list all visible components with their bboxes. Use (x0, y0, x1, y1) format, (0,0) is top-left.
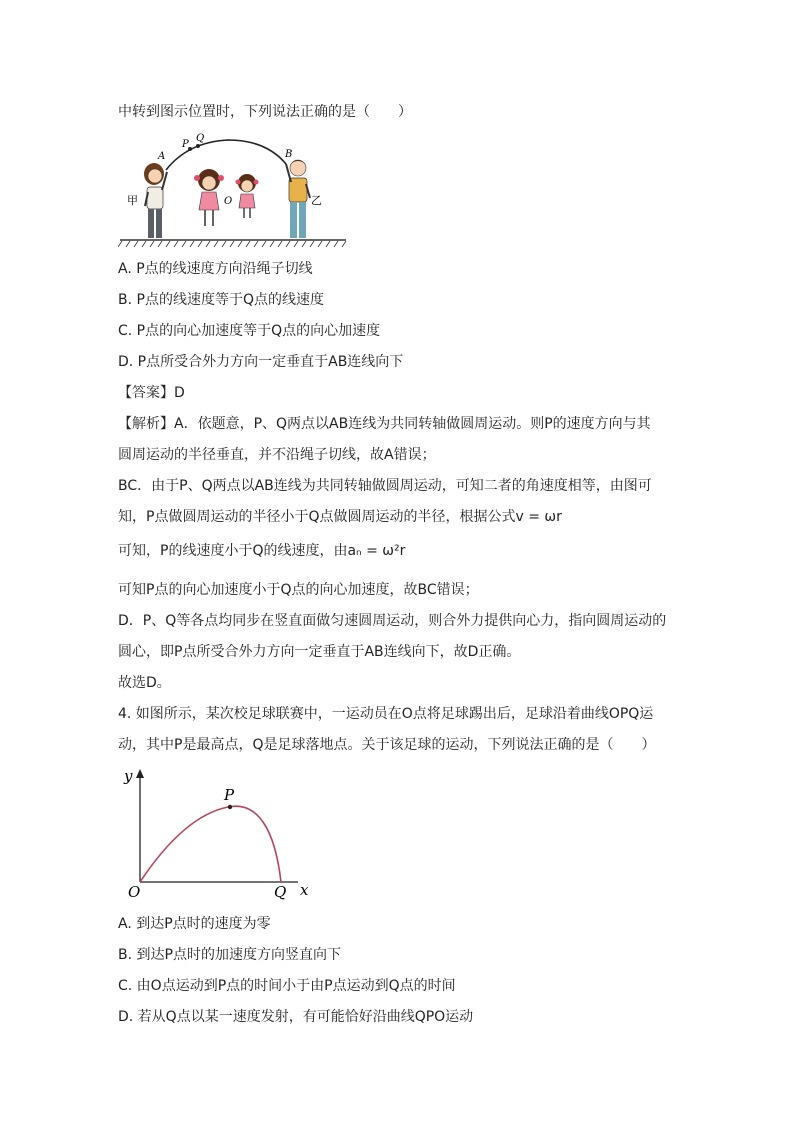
person-jia-illustration (144, 163, 167, 238)
analysis-line-4: 知，P点做圆周运动的半径小于Q点做圆周运动的半径，根据公式v = ωr (118, 509, 562, 525)
analysis-line-2: 圆周运动的半径垂直，并不沿绳子切线，故A错误； (118, 447, 436, 463)
jump-rope-figure (118, 130, 350, 248)
analysis-line-8: 圆心，即P点所受合外力方向一定垂直于AB连线向下，故D正确。 (118, 644, 521, 660)
option-q3-c: C. P点的向心加速度等于Q点的向心加速度 (118, 323, 381, 339)
option-q3-b: B. P点的线速度等于Q点的线速度 (118, 292, 324, 308)
trajectory-curve (140, 806, 281, 882)
label-o: O (224, 196, 233, 207)
analysis-line-5: 可知，P的线速度小于Q的线速度，由aₙ = ω²r (118, 543, 406, 559)
option-q4-b: B. 到达P点时的加速度方向竖直向下 (118, 947, 341, 963)
girl-two-illustration (236, 174, 259, 218)
answer-line: 【答案】D (118, 385, 185, 401)
label-p: P (224, 786, 235, 804)
point-p (228, 805, 232, 809)
label-q: Q (196, 133, 205, 144)
label-b: B (285, 149, 293, 160)
option-q3-a: A. P点的线速度方向沿绳子切线 (118, 261, 313, 277)
axis-label-x: x (300, 881, 309, 899)
analysis-line-6: 可知P点的向心加速度小于Q点的向心加速度，故BC错误； (118, 582, 479, 598)
question-4-stem-line-2: 动，其中P是最高点，Q是足球落地点。关于该足球的运动，下列说法正确的是（ ） (118, 737, 656, 753)
question-4-stem-line-1: 4. 如图所示，某次校足球联赛中，一运动员在O点将足球踢出后，足球沿着曲线OPQ运 (118, 706, 654, 722)
analysis-line-7: D．P、Q等各点均同步在竖直面做匀速圆周运动，则合外力提供向心力，指向圆周运动的 (118, 613, 667, 629)
y-axis-arrow-icon (136, 769, 144, 778)
label-a: A (158, 151, 166, 162)
person-yi-illustration (286, 160, 310, 238)
label-q: Q (274, 883, 287, 900)
option-q4-c: C. 由O点运动到P点的时间小于由P点运动到Q点的时间 (118, 978, 456, 994)
girl-one-illustration (194, 169, 224, 226)
label-yi: 乙 (311, 194, 322, 207)
option-q3-d: D. P点所受合外力方向一定垂直于AB连线向下 (118, 354, 404, 370)
point-q (196, 144, 200, 148)
label-p: P (182, 139, 189, 150)
analysis-line-1: 【解析】A．依题意，P、Q两点以AB连线为共同转轴做圆周运动。则P的速度方向与其 (118, 416, 651, 432)
label-jia: 甲 (127, 194, 138, 207)
option-q4-d: D. 若从Q点以某一速度发射，有可能恰好沿曲线QPO运动 (118, 1009, 474, 1025)
trajectory-figure (118, 765, 328, 900)
question-stem-continued: 中转到图示位置时，下列说法正确的是（ ） (118, 104, 412, 120)
label-o: O (128, 883, 141, 900)
axis-label-y: y (124, 767, 133, 785)
analysis-line-9: 故选D。 (118, 675, 171, 691)
analysis-line-3: BC．由于P、Q两点以AB连线为共同转轴做圆周运动，可知二者的角速度相等，由图可 (118, 478, 652, 494)
option-q4-a: A. 到达P点时的速度为零 (118, 916, 271, 932)
